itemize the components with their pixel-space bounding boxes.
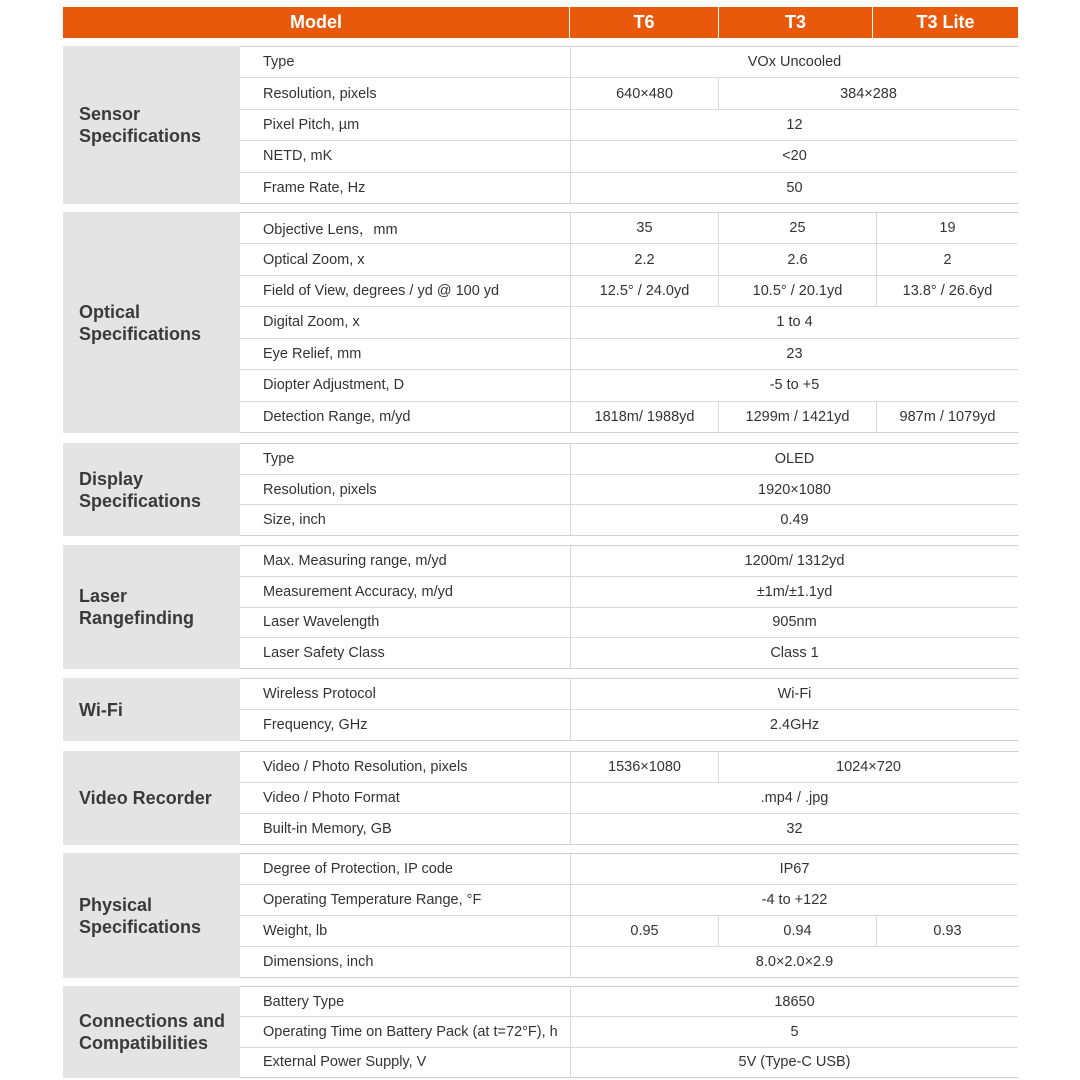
value-cell: 10.5° / 20.1yd <box>718 276 876 306</box>
value-cell: 32 <box>570 814 1018 844</box>
value-cell: 50 <box>570 173 1018 203</box>
section-rows <box>240 986 1018 1078</box>
value-cell: 12.5° / 24.0yd <box>570 276 718 306</box>
parameter-label: Wireless Protocol <box>263 686 376 702</box>
value-cell: 13.8° / 26.6yd <box>876 276 1018 306</box>
table-row <box>240 1016 1018 1046</box>
value-cells <box>570 475 1018 505</box>
section-rows <box>240 545 1018 669</box>
parameter-label: Video / Photo Format <box>263 790 400 806</box>
table-row <box>240 854 1018 884</box>
table-header <box>63 7 1018 38</box>
table-row <box>240 275 1018 306</box>
value-cell: 5V (Type-C USB) <box>570 1048 1018 1077</box>
table-row <box>240 474 1018 505</box>
table-row <box>240 915 1018 946</box>
parameter-label: Frame Rate, Hz <box>263 179 366 196</box>
section-category-label: Wi-Fi <box>63 678 240 741</box>
parameter-label: Detection Range, m/yd <box>263 408 411 425</box>
value-cell: 0.49 <box>570 505 1018 535</box>
header-t3: T3 <box>719 7 873 38</box>
value-cell: 2 <box>876 244 1018 274</box>
value-cell: 1536×1080 <box>570 752 718 782</box>
table-row <box>240 77 1018 108</box>
table-row <box>240 752 1018 782</box>
header-model: Model <box>63 7 570 38</box>
parameter-label: Laser Wavelength <box>263 614 380 631</box>
parameter-label: Frequency, GHz <box>263 717 368 733</box>
section-rows <box>240 443 1018 536</box>
value-cell: 1818m/ 1988yd <box>570 402 718 432</box>
parameter-label: Type <box>263 450 295 467</box>
value-cells <box>570 752 1018 782</box>
value-cell: 12 <box>570 110 1018 140</box>
table-row <box>240 637 1018 668</box>
spec-section <box>63 751 1018 845</box>
value-cells <box>570 854 1018 884</box>
table-row <box>240 987 1018 1016</box>
parameter-label: Resolution, pixels <box>263 481 377 498</box>
value-cell: 25 <box>718 213 876 243</box>
value-cell: 1 to 4 <box>570 307 1018 337</box>
table-row <box>240 401 1018 432</box>
parameter-label: Diopter Adjustment, D <box>263 377 405 394</box>
value-cell: 2.6 <box>718 244 876 274</box>
parameter-label: Operating Temperature Range, °F <box>263 892 482 908</box>
value-cells <box>570 814 1018 844</box>
table-row <box>240 243 1018 274</box>
value-cell: <20 <box>570 141 1018 171</box>
table-row <box>240 306 1018 337</box>
table-row <box>240 679 1018 709</box>
value-cells <box>570 213 1018 243</box>
value-cells <box>570 1048 1018 1077</box>
section-rows <box>240 853 1018 978</box>
value-cells <box>570 244 1018 274</box>
value-cells <box>570 679 1018 709</box>
parameter-label: Degree of Protection, IP code <box>263 861 453 877</box>
value-cells <box>570 173 1018 203</box>
value-cells <box>570 339 1018 369</box>
parameter-label: Digital Zoom, x <box>263 314 360 331</box>
value-cell: 0.94 <box>718 916 876 946</box>
parameter-label: Dimensions, inch <box>263 954 374 970</box>
section-category-label: Display Specifications <box>63 443 240 536</box>
table-row <box>240 546 1018 576</box>
value-cell: -5 to +5 <box>570 370 1018 400</box>
parameter-label: Video / Photo Resolution, pixels <box>263 759 468 775</box>
parameter-label: Resolution, pixels <box>263 85 377 102</box>
value-cells <box>570 141 1018 171</box>
value-cell: 18650 <box>570 987 1018 1016</box>
value-cell: 384×288 <box>718 78 1018 108</box>
value-cell: 35 <box>570 213 718 243</box>
parameter-label: Eye Relief, mm <box>263 345 362 362</box>
parameter-label: Size, inch <box>263 512 326 529</box>
value-cells <box>570 110 1018 140</box>
spec-section <box>63 46 1018 204</box>
parameter-label: NETD, mK <box>263 148 333 165</box>
value-cells <box>570 47 1018 77</box>
value-cell: 0.95 <box>570 916 718 946</box>
parameter-label: Operating Time on Battery Pack (at t=72°F), h <box>263 1023 558 1040</box>
value-cell: 23 <box>570 339 1018 369</box>
value-cells <box>570 638 1018 668</box>
value-cell: 2.4GHz <box>570 710 1018 740</box>
table-row <box>240 338 1018 369</box>
parameter-label: Pixel Pitch, µm <box>263 117 360 134</box>
value-cell: VOx Uncooled <box>570 47 1018 77</box>
parameter-label: Weight, lb <box>263 923 328 939</box>
parameter-label: Optical Zoom, x <box>263 251 365 268</box>
table-row <box>240 369 1018 400</box>
section-category-label: Connections and Compatibilities <box>63 986 240 1078</box>
value-cell: 987m / 1079yd <box>876 402 1018 432</box>
value-cells <box>570 710 1018 740</box>
section-rows <box>240 751 1018 845</box>
table-row <box>240 813 1018 844</box>
table-row <box>240 140 1018 171</box>
section-category-label: Video Recorder <box>63 751 240 845</box>
header-t3-lite: T3 Lite <box>873 7 1018 38</box>
value-cells <box>570 1017 1018 1046</box>
value-cell: 1024×720 <box>718 752 1018 782</box>
value-cell: 640×480 <box>570 78 718 108</box>
table-row <box>240 109 1018 140</box>
value-cells <box>570 577 1018 607</box>
parameter-label: Field of View, degrees / yd @ 100 yd <box>263 283 500 300</box>
value-cell: 19 <box>876 213 1018 243</box>
table-row <box>240 172 1018 203</box>
value-cells <box>570 885 1018 915</box>
value-cell: 8.0×2.0×2.9 <box>570 947 1018 977</box>
value-cells <box>570 444 1018 474</box>
spec-section <box>63 986 1018 1078</box>
value-cell: ±1m/±1.1yd <box>570 577 1018 607</box>
table-row <box>240 576 1018 607</box>
value-cell: 1299m / 1421yd <box>718 402 876 432</box>
value-cells <box>570 78 1018 108</box>
table-row <box>240 1047 1018 1077</box>
section-rows <box>240 212 1018 433</box>
value-cells <box>570 608 1018 638</box>
section-rows <box>240 46 1018 204</box>
parameter-label: Built-in Memory, GB <box>263 821 392 837</box>
value-cell: 905nm <box>570 608 1018 638</box>
header-t6: T6 <box>570 7 719 38</box>
table-row <box>240 444 1018 474</box>
value-cell: 1200m/ 1312yd <box>570 546 1018 576</box>
table-row <box>240 946 1018 977</box>
value-cells <box>570 402 1018 432</box>
value-cells <box>570 947 1018 977</box>
parameter-label: Laser Safety Class <box>263 645 385 662</box>
section-category-label: Sensor Specifications <box>63 46 240 204</box>
value-cell: Wi-Fi <box>570 679 1018 709</box>
value-cells <box>570 505 1018 535</box>
spec-section <box>63 443 1018 536</box>
value-cells <box>570 546 1018 576</box>
section-rows <box>240 678 1018 741</box>
value-cells <box>570 276 1018 306</box>
value-cells <box>570 307 1018 337</box>
spec-section <box>63 678 1018 741</box>
spec-section <box>63 212 1018 433</box>
value-cell: -4 to +122 <box>570 885 1018 915</box>
value-cell: 5 <box>570 1017 1018 1046</box>
section-category-label: Physical Specifications <box>63 853 240 978</box>
section-category-label: Laser Rangefinding <box>63 545 240 669</box>
table-row <box>240 607 1018 638</box>
value-cells <box>570 916 1018 946</box>
table-row <box>240 213 1018 243</box>
parameter-label: Max. Measuring range, m/yd <box>263 552 447 569</box>
parameter-label: Measurement Accuracy, m/yd <box>263 583 453 600</box>
value-cell: Class 1 <box>570 638 1018 668</box>
spec-section <box>63 853 1018 978</box>
value-cell: .mp4 / .jpg <box>570 783 1018 813</box>
value-cell: 0.93 <box>876 916 1018 946</box>
section-category-label: Optical Specifications <box>63 212 240 433</box>
table-row <box>240 884 1018 915</box>
value-cell: 1920×1080 <box>570 475 1018 505</box>
parameter-label: External Power Supply, V <box>263 1054 427 1071</box>
parameter-label: Type <box>263 54 295 71</box>
value-cells <box>570 783 1018 813</box>
table-row <box>240 504 1018 535</box>
value-cell: OLED <box>570 444 1018 474</box>
table-row <box>240 709 1018 740</box>
parameter-label: Battery Type <box>263 993 345 1010</box>
value-cells <box>570 370 1018 400</box>
value-cell: 2.2 <box>570 244 718 274</box>
value-cell: IP67 <box>570 854 1018 884</box>
spec-section <box>63 545 1018 669</box>
value-cells <box>570 987 1018 1016</box>
parameter-label: Objective Lens，mm <box>263 221 398 238</box>
table-row <box>240 47 1018 77</box>
table-row <box>240 782 1018 813</box>
